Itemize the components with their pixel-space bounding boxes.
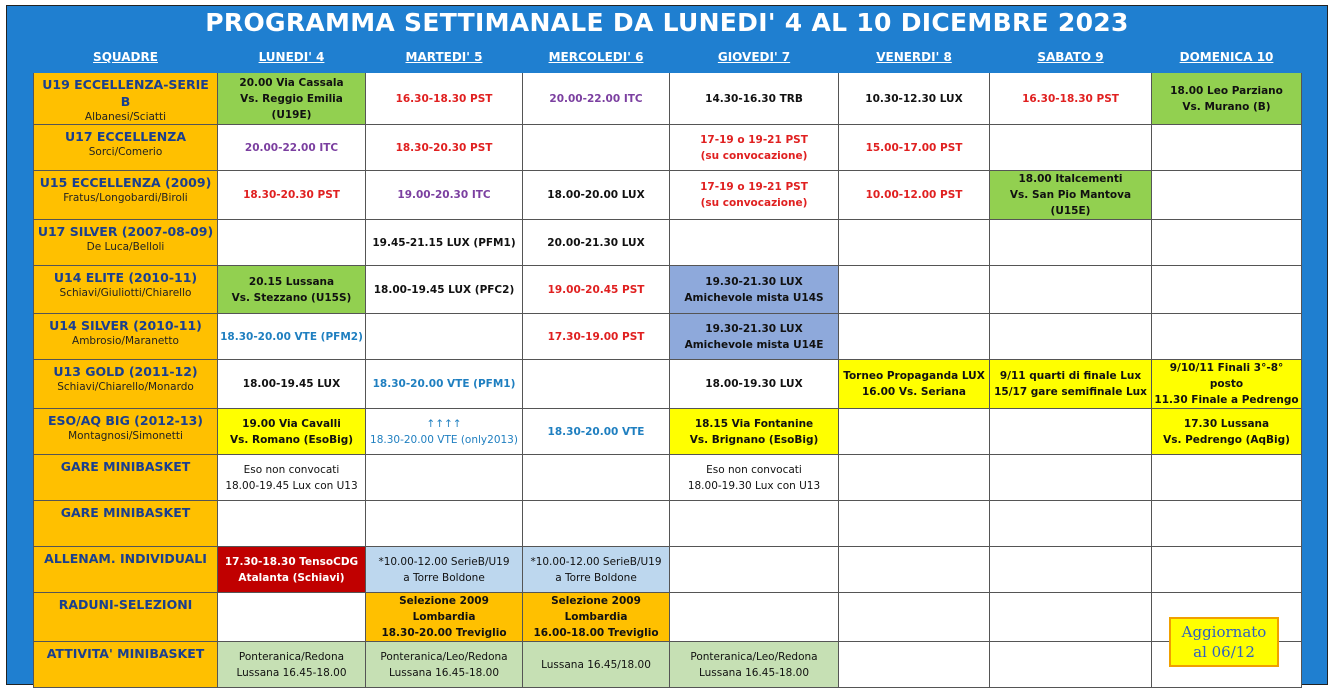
schedule-cell (218, 409, 366, 455)
schedule-cell (1152, 547, 1302, 593)
schedule-cell (218, 171, 366, 220)
cell-text: Ponteranica/Redona (238, 650, 345, 663)
team-cell (34, 593, 218, 642)
cell-text: Vs. San Pio Mantova (U15E) (1009, 189, 1132, 217)
schedule-cell (839, 314, 990, 360)
schedule-cell (1152, 125, 1302, 171)
schedule-cell (990, 409, 1152, 455)
schedule-cell (1152, 73, 1302, 125)
cell-text: Ponteranica/Leo/Redona (690, 650, 818, 663)
cell-text: 18.15 Via Fontanine (694, 417, 814, 430)
schedule-cell (990, 266, 1152, 314)
cell-text: Lussana 16.45-18.00 (236, 666, 347, 679)
cell-text: (su convocazione) (700, 149, 808, 162)
badge-line1: Aggiornato (1181, 623, 1267, 641)
schedule-cell (218, 593, 366, 642)
schedule-cell (218, 642, 366, 688)
schedule-cell (218, 266, 366, 314)
schedule-cell (990, 125, 1152, 171)
schedule-cell (523, 125, 670, 171)
schedule-cell (366, 409, 523, 455)
header-cell: LUNEDI' 4 (218, 42, 366, 73)
schedule-cell (990, 455, 1152, 501)
cell-text: 18.30-20.00 VTE (547, 425, 645, 438)
schedule-cell (839, 547, 990, 593)
schedule-cell (670, 642, 839, 688)
schedule-cell (366, 501, 523, 547)
schedule-row (34, 642, 1302, 688)
schedule-row (34, 593, 1302, 642)
cell-text: Lussana 16.45-18.00 (698, 666, 810, 679)
team-cell (34, 642, 218, 688)
cell-text: Amichevole mista U14E (684, 338, 824, 351)
cell-text: 18.00-19.45 Lux con U13 (225, 479, 358, 492)
schedule-cell (366, 73, 523, 125)
schedule-body (34, 42, 1302, 688)
team-name: ESO/AQ BIG (2012-13) (48, 413, 203, 428)
team-coaches: Albanesi/Sciatti (84, 111, 167, 123)
cell-text: 17.30-19.00 PST (547, 330, 645, 343)
team-coaches: Schiavi/Chiarello/Monardo (57, 381, 194, 393)
schedule-cell (523, 409, 670, 455)
cell-text: Amichevole mista U14S (684, 291, 824, 304)
schedule-row (34, 360, 1302, 409)
cell-text: 20.00-22.00 ITC (549, 92, 643, 105)
team-name: GARE MINIBASKET (60, 459, 191, 474)
schedule-row (34, 266, 1302, 314)
cell-text: 20.00 Via Cassala (239, 76, 344, 89)
team-name: U14 ELITE (2010-11) (53, 270, 198, 285)
cell-text: Ponteranica/Leo/Redona (380, 650, 508, 663)
team-cell (34, 266, 218, 314)
schedule-cell (1152, 314, 1302, 360)
cell-text: 14.30-16.30 TRB (705, 92, 803, 105)
team-coaches: Sorci/Comerio (88, 146, 163, 158)
team-coaches: Fratus/Longobardi/Biroli (63, 192, 188, 204)
schedule-cell (523, 171, 670, 220)
cell-text: Torneo Propaganda LUX (843, 370, 985, 382)
schedule-table (33, 41, 1302, 688)
schedule-cell (670, 125, 839, 171)
schedule-cell (218, 125, 366, 171)
schedule-cell (990, 360, 1152, 409)
cell-text: 20.00-21.30 LUX (547, 236, 645, 249)
cell-text: 18.30-20.30 PST (243, 189, 340, 201)
cell-text: 10.00-12.00 PST (865, 189, 963, 201)
schedule-cell (670, 501, 839, 547)
cell-text: Vs. Reggio Emilia (U19E) (240, 92, 343, 121)
schedule-cell (839, 73, 990, 125)
cell-text: 18.00 Leo Parziano (1170, 84, 1283, 97)
schedule-cell (218, 73, 366, 125)
schedule-row (34, 171, 1302, 220)
cell-text: 19.00-20.45 PST (547, 283, 645, 296)
schedule-cell (366, 360, 523, 409)
team-name: U15 ECCELLENZA (2009) (39, 175, 212, 190)
cell-text: a Torre Boldone (555, 571, 637, 584)
schedule-cell (839, 220, 990, 266)
cell-text: 18.30-20.00 VTE (PFM2) (220, 330, 363, 343)
team-name: GARE MINIBASKET (60, 505, 191, 520)
schedule-cell (670, 547, 839, 593)
schedule-cell (990, 314, 1152, 360)
schedule-cell (523, 642, 670, 688)
schedule-row (34, 547, 1302, 593)
cell-text: 18.00-19.45 LUX (242, 378, 341, 390)
schedule-cell (990, 501, 1152, 547)
cell-text: 18.00-19.30 Lux con U13 (687, 479, 821, 492)
team-name: ALLENAM. INDIVIDUALI (44, 551, 207, 566)
schedule-cell (366, 266, 523, 314)
badge-line2: al 06/12 (1193, 643, 1255, 661)
team-coaches: De Luca/Belloli (86, 241, 165, 253)
schedule-row (34, 314, 1302, 360)
cell-text: Vs. Pedrengo (AqBig) (1163, 433, 1290, 446)
schedule-row (34, 501, 1302, 547)
cell-text: 15/17 gare semifinale Lux (994, 386, 1147, 398)
team-name: RADUNI-SELEZIONI (58, 597, 193, 612)
schedule-cell (523, 593, 670, 642)
schedule-cell (218, 314, 366, 360)
team-cell (34, 171, 218, 220)
team-name: U17 SILVER (2007-08-09) (37, 224, 214, 239)
schedule-cell (523, 501, 670, 547)
cell-text: 16.00 Vs. Seriana (862, 386, 966, 398)
cell-text: 18.30-20.00 VTE (only2013) (370, 433, 518, 446)
schedule-cell (670, 314, 839, 360)
header-cell: VENERDI' 8 (839, 42, 990, 73)
cell-text: 20.15 Lussana (248, 275, 335, 288)
schedule-row (34, 220, 1302, 266)
cell-text: 16.30-18.30 PST (395, 92, 493, 105)
team-cell (34, 547, 218, 593)
header-cell: MARTEDI' 5 (366, 42, 523, 73)
team-cell (34, 409, 218, 455)
schedule-cell (1152, 409, 1302, 455)
cell-text: Atalanta (Schiavi) (238, 571, 345, 584)
schedule-cell (839, 266, 990, 314)
schedule-cell (990, 593, 1152, 642)
cell-text: 17-19 o 19-21 PST (700, 181, 808, 193)
schedule-cell (839, 455, 990, 501)
cell-text: 18.00-20.00 LUX (547, 189, 645, 201)
schedule-cell (366, 593, 523, 642)
schedule-cell (366, 547, 523, 593)
cell-text: 18.00-19.30 LUX (705, 378, 803, 390)
team-cell (34, 314, 218, 360)
team-cell (34, 125, 218, 171)
header-cell: MERCOLEDI' 6 (523, 42, 670, 73)
schedule-cell (1152, 171, 1302, 220)
cell-text: Vs. Stezzano (U15S) (231, 291, 352, 304)
cell-text: 16.00-18.00 Treviglio (533, 627, 659, 639)
schedule-cell (1152, 455, 1302, 501)
cell-text: Eso non convocati (706, 463, 802, 476)
cell-text: 20.00-22.00 ITC (244, 141, 339, 154)
schedule-row (34, 409, 1302, 455)
cell-text: 18.30-20.30 PST (395, 141, 493, 154)
cell-text: Vs. Murano (B) (1182, 100, 1271, 113)
schedule-cell (523, 360, 670, 409)
cell-text: Selezione 2009 Lombardia (551, 595, 641, 623)
cell-text: 18.00-19.45 LUX (PFC2) (373, 283, 515, 296)
cell-text: Eso non convocati (243, 463, 340, 476)
schedule-cell (839, 409, 990, 455)
schedule-cell (366, 642, 523, 688)
schedule-cell (1152, 266, 1302, 314)
cell-text: *10.00-12.00 SerieB/U19 (530, 555, 662, 568)
cell-text: 11.30 Finale a Pedrengo (1154, 394, 1299, 406)
cell-text: Selezione 2009 Lombardia (399, 595, 489, 623)
team-name: U14 SILVER (2010-11) (49, 318, 202, 333)
schedule-cell (670, 593, 839, 642)
cell-text: Lussana 16.45/18.00 (541, 658, 651, 671)
schedule-cell (990, 220, 1152, 266)
cell-text: 18.30-20.00 VTE (PFM1) (372, 378, 516, 390)
schedule-frame (6, 5, 1328, 685)
cell-text: *10.00-12.00 SerieB/U19 (378, 555, 510, 568)
cell-text: 17-19 o 19-21 PST (700, 133, 808, 146)
page-title: PROGRAMMA SETTIMANALE DA LUNEDI' 4 AL 10 DICEMBRE 2023 (205, 8, 1129, 37)
cell-text: 19.00 Via Cavalli (242, 417, 341, 430)
header-cell: GIOVEDI' 7 (670, 42, 839, 73)
schedule-cell (670, 220, 839, 266)
team-name: U13 GOLD (2011-12) (53, 364, 198, 379)
cell-text: 9/11 quarti di finale Lux (999, 370, 1142, 382)
schedule-cell (366, 220, 523, 266)
schedule-cell (523, 547, 670, 593)
team-cell (34, 455, 218, 501)
team-name: U19 ECCELLENZA-SERIE B (42, 77, 209, 109)
schedule-cell (1152, 220, 1302, 266)
schedule-cell (670, 266, 839, 314)
cell-text: Lussana 16.45-18.00 (388, 666, 500, 679)
cell-text: 19.00-20.30 ITC (397, 189, 491, 201)
updated-badge (1169, 617, 1279, 667)
schedule-cell (1152, 360, 1302, 409)
schedule-cell (523, 266, 670, 314)
cell-text: 15.00-17.00 PST (865, 141, 963, 154)
schedule-cell (218, 501, 366, 547)
team-name: U17 ECCELLENZA (65, 129, 186, 144)
schedule-cell (839, 593, 990, 642)
header-row (34, 42, 1302, 73)
cell-text: 19.45-21.15 LUX (PFM1) (372, 236, 516, 249)
cell-text: 17.30-18.30 TensoCDG (224, 555, 359, 568)
schedule-cell (839, 360, 990, 409)
schedule-cell (523, 455, 670, 501)
schedule-cell (218, 220, 366, 266)
team-coaches: Schiavi/Giuliotti/Chiarello (59, 287, 192, 299)
schedule-cell (839, 125, 990, 171)
schedule-cell (523, 314, 670, 360)
team-coaches: Ambrosio/Maranetto (72, 335, 179, 347)
schedule-cell (670, 171, 839, 220)
cell-text: Vs. Romano (EsoBig) (229, 433, 354, 446)
schedule-row (34, 455, 1302, 501)
cell-text: 9/10/11 Finali 3°-8° posto (1169, 362, 1284, 390)
schedule-cell (218, 360, 366, 409)
cell-text: a Torre Boldone (403, 571, 485, 584)
team-cell (34, 360, 218, 409)
schedule-row (34, 73, 1302, 125)
schedule-cell (523, 73, 670, 125)
schedule-cell (990, 73, 1152, 125)
team-cell (34, 220, 218, 266)
cell-text: 16.30-18.30 PST (1022, 92, 1119, 105)
schedule-cell (366, 314, 523, 360)
schedule-cell (990, 171, 1152, 220)
team-cell (34, 501, 218, 547)
team-cell (34, 73, 218, 125)
schedule-cell (839, 501, 990, 547)
cell-text: 18.00 Italcementi (1018, 173, 1123, 185)
schedule-cell (990, 547, 1152, 593)
schedule-cell (218, 547, 366, 593)
schedule-cell (670, 73, 839, 125)
cell-text: ↑↑↑↑ (426, 417, 462, 430)
schedule-cell (670, 360, 839, 409)
cell-text: 19.30-21.30 LUX (705, 322, 803, 335)
schedule-cell (839, 642, 990, 688)
schedule-cell (839, 171, 990, 220)
team-name: ATTIVITA' MINIBASKET (46, 646, 205, 661)
schedule-cell (670, 455, 839, 501)
schedule-cell (366, 455, 523, 501)
schedule-cell (1152, 501, 1302, 547)
schedule-cell (990, 642, 1152, 688)
schedule-cell (366, 171, 523, 220)
header-cell: SABATO 9 (990, 42, 1152, 73)
schedule-cell (366, 125, 523, 171)
cell-text: 18.30-20.00 Treviglio (381, 627, 507, 639)
team-coaches: Montagnosi/Simonetti (68, 430, 183, 442)
header-cell: SQUADRE (34, 42, 218, 73)
cell-text: Vs. Brignano (EsoBig) (689, 433, 819, 446)
cell-text: 19.30-21.30 LUX (705, 275, 803, 288)
schedule-cell (523, 220, 670, 266)
header-cell: DOMENICA 10 (1152, 42, 1302, 73)
schedule-row (34, 125, 1302, 171)
schedule-cell (670, 409, 839, 455)
cell-text: 17.30 Lussana (1183, 417, 1270, 430)
cell-text: 10.30-12.30 LUX (865, 92, 963, 105)
cell-text: (su convocazione) (700, 197, 808, 209)
schedule-cell (218, 455, 366, 501)
